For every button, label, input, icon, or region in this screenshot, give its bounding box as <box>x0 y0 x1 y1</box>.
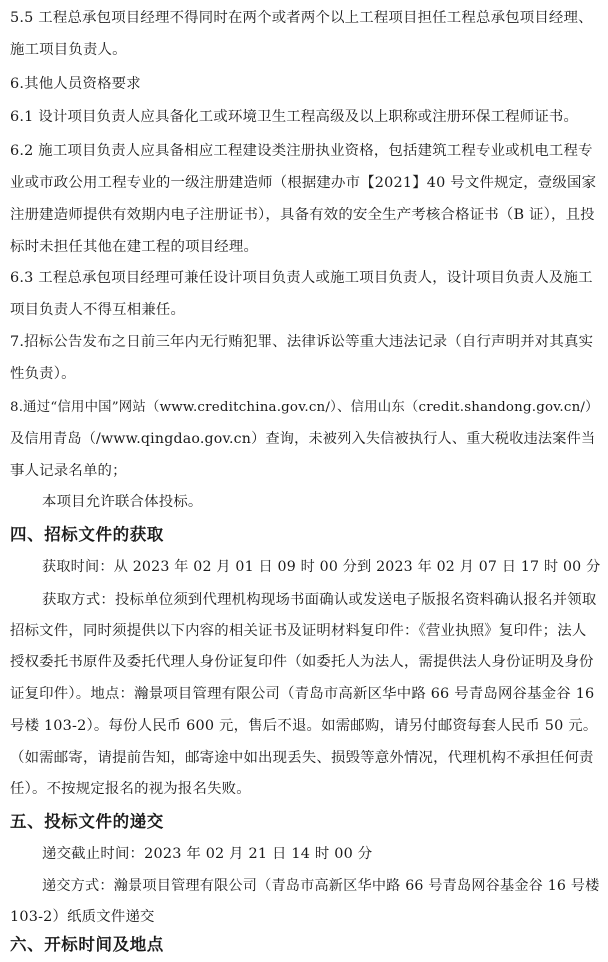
text-line: 103-2）纸质文件递交 <box>10 909 155 925</box>
text-line: 施工项目负责人。 <box>10 42 127 58</box>
text-line: 性负责）。 <box>10 366 76 382</box>
text-line: 及信用青岛（/www.qingdao.gov.cn）查询，未被列入失信被执行人、重大税收违法案件当 <box>10 431 596 447</box>
text-line: 6.其他人员资格要求 <box>10 76 141 92</box>
text-line: 6.1 设计项目负责人应具备化工或环境卫生工程高级及以上职称或注册环保工程师证书。 <box>10 109 579 125</box>
text-line: 6.3 工程总承包项目经理可兼任设计项目负责人或施工项目负责人，设计项目负责人及施工 <box>10 270 593 286</box>
text-line: 递交方式：瀚景项目管理有限公司（青岛市高新区华中路 66 号青岛网谷基金谷 16 号楼 <box>42 878 600 894</box>
text-line: 号楼 103-2）。每份人民币 600 元，售后不退。如需邮购，请另付邮资每套人民币 50 元。 <box>10 718 598 734</box>
text-line: 注册建造师提供有效期内电子注册证书），具备有效的安全生产考核合格证书（B 证），且投 <box>10 207 595 223</box>
section-heading: 五、投标文件的递交 <box>10 812 164 831</box>
text-line: 5.5 工程总承包项目经理不得同时在两个或者两个以上工程项目担任工程总承包项目经理、 <box>10 10 593 26</box>
text-line: 项目负责人不得互相兼任。 <box>10 302 186 318</box>
text-line: 本项目允许联合体投标。 <box>42 494 203 510</box>
text-line: 6.2 施工项目负责人应具备相应工程建设类注册执业资格，包括建筑工程专业或机电工程专 <box>10 143 593 159</box>
section-heading: 六、开标时间及地点 <box>10 935 164 954</box>
text-line: 8.通过“信用中国”网站（www.creditchina.gov.cn/）、信用山东（credit.shandong.gov.cn/） <box>10 400 599 415</box>
text-line: 递交截止时间：2023 年 02 月 21 日 14 时 00 分 <box>42 846 373 862</box>
text-line: 获取方式：投标单位须到代理机构现场书面确认或发送电子版报名资料确认报名并领取 <box>42 592 597 608</box>
text-line: 标时未担任其他在建工程的项目经理。 <box>10 239 259 255</box>
text-line: 证复印件）。地点：瀚景项目管理有限公司（青岛市高新区华中路 66 号青岛网谷基金谷 16 <box>10 686 595 702</box>
text-line: 任）。不按规定报名的视为报名失败。 <box>10 781 251 797</box>
text-line: 7.招标公告发布之日前三年内无行贿犯罪、法律诉讼等重大违法记录（自行声明并对其真实 <box>10 334 594 350</box>
section-heading: 四、招标文件的获取 <box>10 525 164 544</box>
text-line: 获取时间：从 2023 年 02 月 01 日 09 时 00 分到 2023 年 02 月 07 日 17 时 00 分 <box>42 559 601 575</box>
text-line: （如需邮寄，请提前告知，邮寄途中如出现丢失、损毁等意外情况，代理机构不承担任何责 <box>10 750 594 766</box>
text-line: 授权委托书原件及委托代理人身份证复印件（如委托人为法人，需提供法人身份证明及身份 <box>10 654 594 670</box>
text-line: 事人记录名单的； <box>10 463 127 479</box>
text-line: 业或市政公用工程专业的一级注册建造师（根据建办市【2021】40 号文件规定，壹级国家 <box>10 175 597 191</box>
text-line: 招标文件，同时须提供以下内容的相关证书及证明材料复印件：《营业执照》复印件；法人 <box>10 623 587 639</box>
